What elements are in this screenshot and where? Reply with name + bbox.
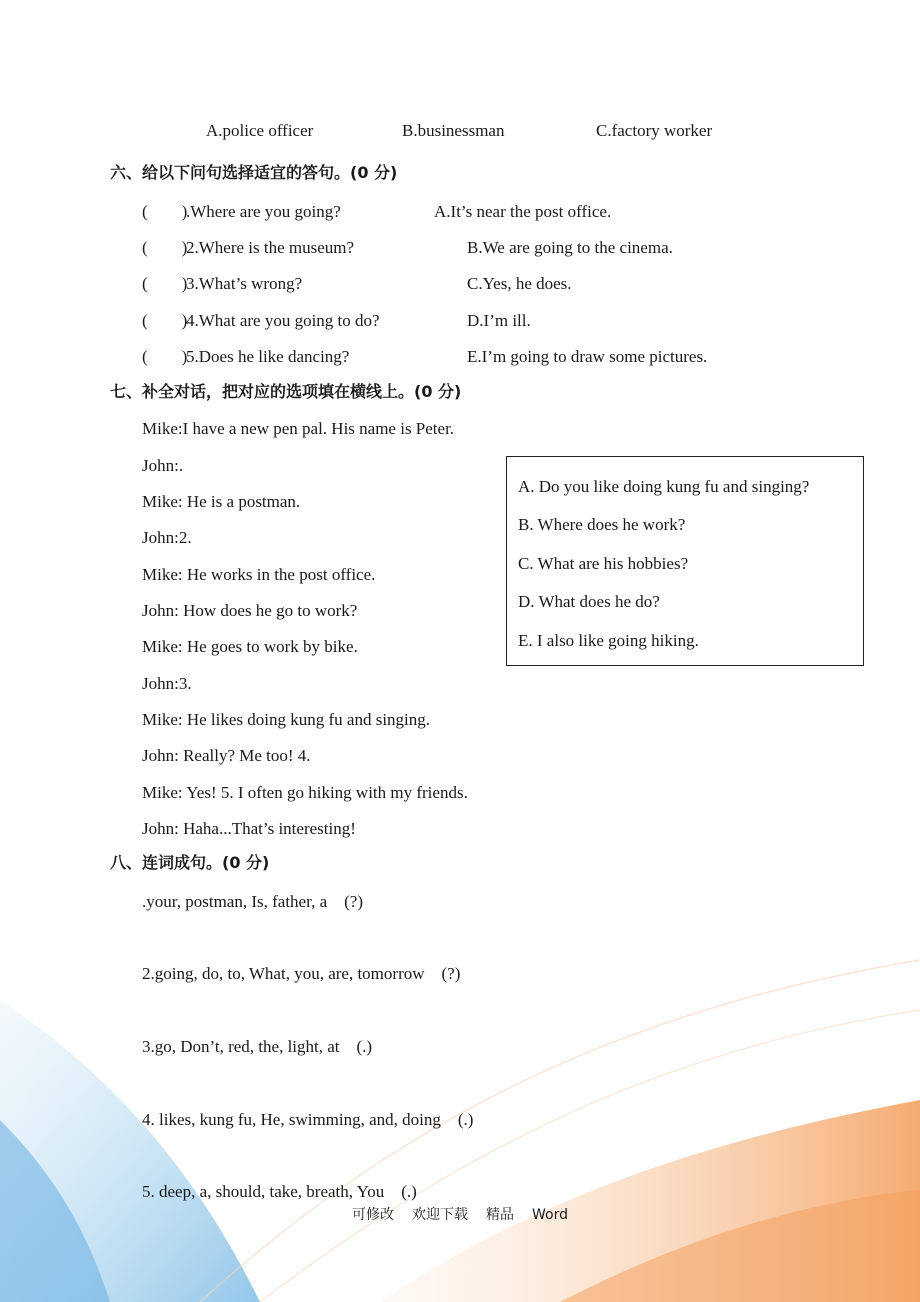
answer-option-d: D.I’m ill. xyxy=(467,311,531,330)
dialogue-line: John: Haha...That’s interesting! xyxy=(142,819,356,838)
footer-word: Word xyxy=(532,1207,568,1223)
dialogue-line: John: Really? Me too! 4. xyxy=(142,746,311,765)
answer-blank: ( ) xyxy=(142,274,188,293)
dialogue-option-d: D. What does he do? xyxy=(518,592,660,611)
answer-blank: ( ) xyxy=(142,238,188,257)
option-a-police-officer: A.police officer xyxy=(206,121,314,140)
footer-quality: 精品 xyxy=(486,1207,514,1223)
dialogue-line: John:. xyxy=(142,456,184,475)
reorder-item-5: 5. deep, a, should, take, breath, You (.) xyxy=(142,1182,417,1201)
reorder-item-1: .your, postman, Is, father, a (?) xyxy=(142,892,363,911)
answer-blank: ( ) xyxy=(142,202,188,221)
question-5: 5.Does he like dancing? xyxy=(186,347,350,366)
question-4: 4.What are you going to do? xyxy=(186,311,380,330)
reorder-item-2: 2.going, do, to, What, you, are, tomorrow (?) xyxy=(142,964,461,983)
answer-option-c: C.Yes, he does. xyxy=(467,274,572,293)
section8-heading: 八、连词成句。(0 分) xyxy=(110,853,270,872)
dialogue-line: Mike: He goes to work by bike. xyxy=(142,637,358,656)
question-3: 3.What’s wrong? xyxy=(186,274,303,293)
footer-download: 欢迎下载 xyxy=(412,1207,468,1223)
section6-heading: 六、给以下问句选择适宜的答句。(0 分) xyxy=(110,163,398,182)
reorder-item-4: 4. likes, kung fu, He, swimming, and, doing (.) xyxy=(142,1110,474,1129)
dialogue-line: Mike: Yes! 5. I often go hiking with my friends. xyxy=(142,783,468,802)
dialogue-option-a: A. Do you like doing kung fu and singing? xyxy=(518,477,810,496)
answer-option-a: A.It’s near the post office. xyxy=(434,202,612,221)
answer-option-b: B.We are going to the cinema. xyxy=(467,238,673,257)
footer xyxy=(352,1205,586,1225)
section7-heading: 七、补全对话，把对应的选项填在横线上。(0 分) xyxy=(110,382,462,401)
dialogue-line: Mike: He works in the post office. xyxy=(142,565,376,584)
answer-blank: ( ) xyxy=(142,311,188,330)
option-b-businessman: B.businessman xyxy=(402,121,505,140)
dialogue-options-box xyxy=(506,456,864,666)
reorder-item-3: 3.go, Don’t, red, the, light, at (.) xyxy=(142,1037,373,1056)
answer-blank: ( ) xyxy=(142,347,188,366)
dialogue-line: Mike: He likes doing kung fu and singing. xyxy=(142,710,431,729)
dialogue-line: Mike:I have a new pen pal. His name is Peter. xyxy=(142,419,455,438)
dialogue-option-b: B. Where does he work? xyxy=(518,515,686,534)
footer-editable: 可修改 xyxy=(352,1207,394,1223)
question-1: .Where are you going? xyxy=(186,202,341,221)
answer-option-e: E.I’m going to draw some pictures. xyxy=(467,347,708,366)
dialogue-line: Mike: He is a postman. xyxy=(142,492,301,511)
option-c-factory-worker: C.factory worker xyxy=(596,121,713,140)
question-2: 2.Where is the museum? xyxy=(186,238,355,257)
dialogue-option-c: C. What are his hobbies? xyxy=(518,554,689,573)
dialogue-option-e: E. I also like going hiking. xyxy=(518,631,699,650)
dialogue-line: John:3. xyxy=(142,674,192,693)
dialogue-line: John: How does he go to work? xyxy=(142,601,358,620)
dialogue-line: John:2. xyxy=(142,528,192,547)
